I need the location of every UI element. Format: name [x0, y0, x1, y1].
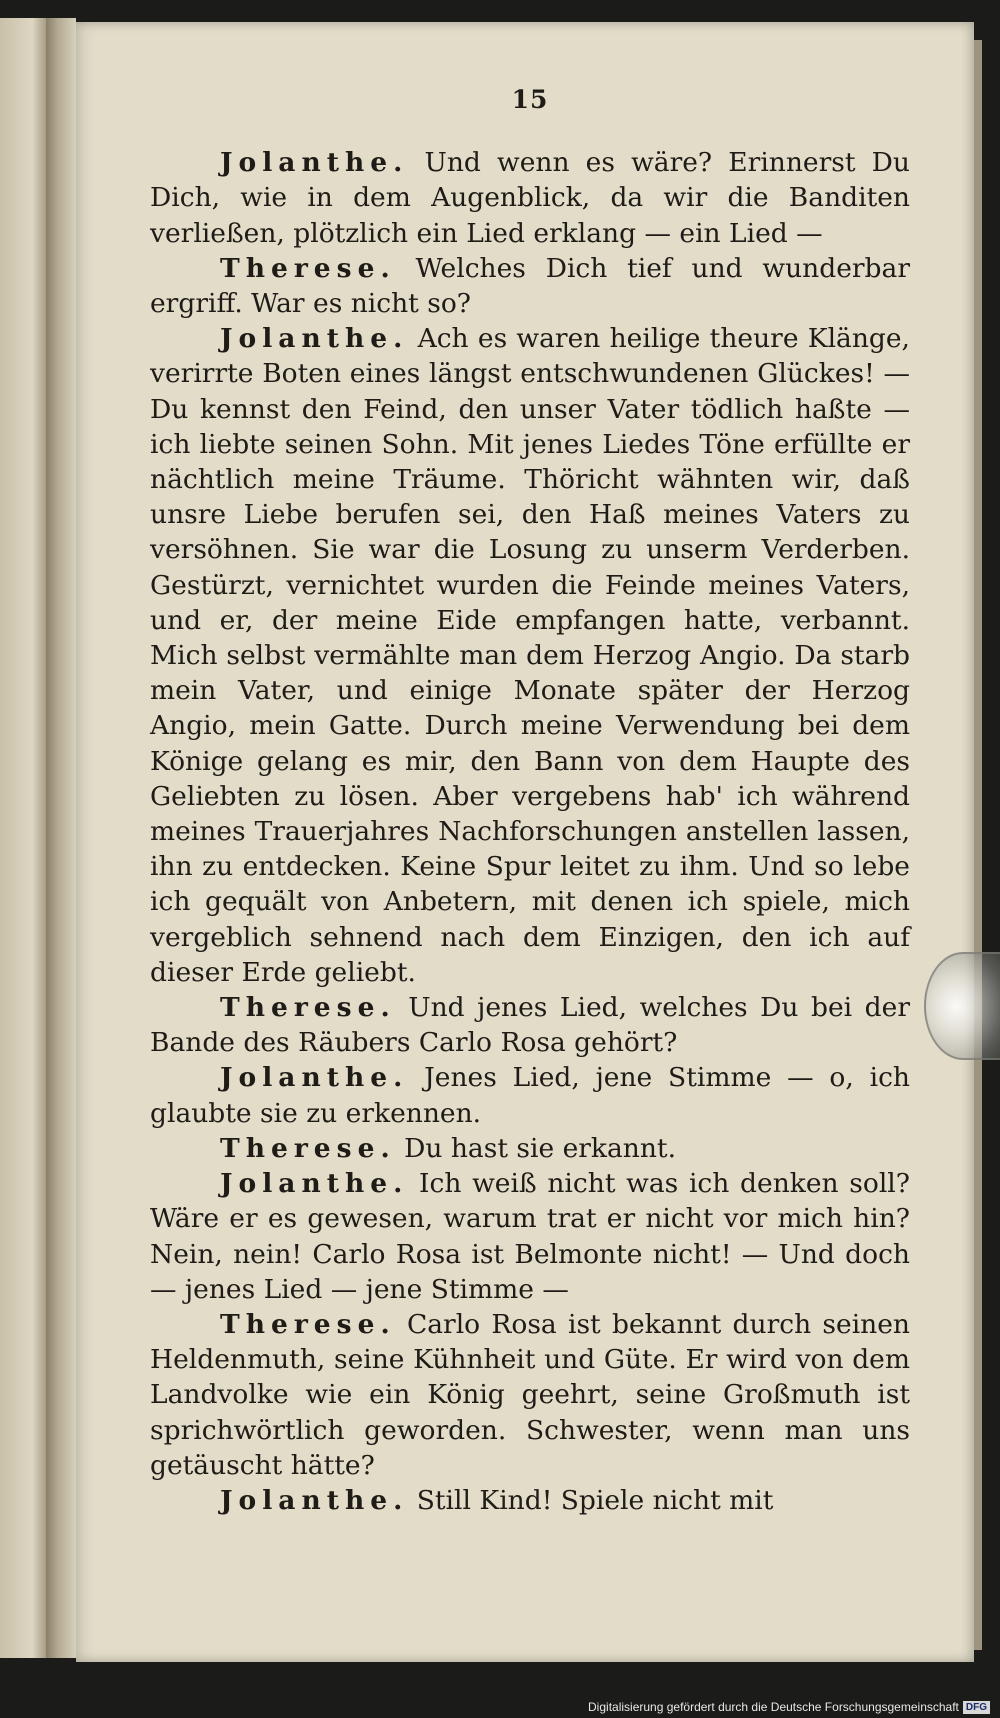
paragraph [150, 1307, 910, 1483]
paragraph [150, 1131, 910, 1166]
speaker-name: Jolanthe. [220, 147, 409, 179]
digitization-credit [588, 1700, 990, 1714]
speaker-name: Jolanthe. [220, 1168, 409, 1200]
speaker-name: Jolanthe. [220, 1062, 409, 1094]
paragraph [150, 321, 910, 990]
book-spine [46, 18, 76, 1658]
paragraph [150, 990, 910, 1060]
speaker-name: Therese. [220, 1132, 396, 1164]
right-page-edge [974, 40, 982, 1650]
speaker-name: Jolanthe. [220, 323, 409, 355]
speaker-name: Therese. [220, 252, 396, 284]
paragraph [150, 145, 910, 251]
left-page-edge [0, 18, 46, 1658]
paragraph-text: Jenes Lied, jene Stimme — o, ich glaubte sie zu erkennen. [150, 1062, 910, 1129]
dfg-logo-icon: DFG [963, 1701, 990, 1714]
paragraph-text: Du hast sie erkannt. [404, 1132, 676, 1164]
paragraph-text: Still Kind! Spiele nicht mit [416, 1484, 774, 1516]
speaker-name: Therese. [220, 992, 396, 1024]
page-number: 15 [511, 85, 549, 114]
text-block [150, 82, 910, 1518]
paragraph-text: Ach es waren heilige theure Klänge, verirrte Boten eines längst entschwundenen Glückes! — Du kennst den Feind, den unser Vater tödlich haßte — ich liebte seinen Sohn. Mit jenes Liedes Töne erfüllte er nächtlich meine Träume. Thöricht wähnten wir, daß unsre Liebe berufen sei, den Haß meines Vaters zu versöhnen. Sie war die Losung zu unserm Verderben. Gestürzt, vernichtet wurden die Feinde meines Vaters, und er, der meine Eide empfangen hatte, verbannt. Mich selbst vermählte man dem Herzog Angio. Da starb mein Vater, und einige Monate später der Herzog Angio, mein Gatte. Durch meine Verwendung bei dem Könige gelang es mir, den Bann von dem Haupte des Geliebten zu lösen. Aber vergebens hab' ich während meines Trauerjahres Nachforschungen anstellen lassen, ihn zu entdecken. Keine Spur leitet zu ihm. Und so lebe ich gequält von Anbetern, mit denen ich spiele, mich vergeblich sehnend nach dem Einzigen, den ich auf dieser Erde geliebt. [150, 323, 910, 988]
page-clip [924, 952, 1000, 1060]
book-page [76, 22, 974, 1662]
paragraph [150, 1060, 910, 1130]
footer-text: Digitalisierung gefördert durch die Deutsche Forschungsgemeinschaft [588, 1700, 959, 1714]
paragraph [150, 1166, 910, 1307]
speaker-name: Jolanthe. [220, 1484, 409, 1516]
paragraph-text: Und jenes Lied, welches Du bei der Bande des Räubers Carlo Rosa gehört? [150, 992, 910, 1059]
speaker-name: Therese. [220, 1308, 396, 1340]
paragraph-text: Und wenn es wäre? Erinnerst Du Dich, wie in dem Augenblick, da wir die Banditen verließen, plötzlich ein Lied erklang — ein Lied — [150, 147, 910, 249]
paragraph [150, 1483, 910, 1518]
paragraph-text: Carlo Rosa ist bekannt durch seinen Heldenmuth, seine Kühnheit und Güte. Er wird von dem Landvolke wie ein König geehrt, seine Großmuth ist sprichwörtlich geworden. Schwester, wenn man uns getäuscht hätte? [150, 1308, 910, 1481]
paragraph [150, 251, 910, 321]
paragraph-text: Ich weiß nicht was ich denken soll? Wäre er es gewesen, warum trat er nicht vor mich hin? Nein, nein! Carlo Rosa ist Belmonte nicht! — Und doch — jenes Lied — jene Stimme — [150, 1168, 910, 1305]
paragraph-text: Welches Dich tief und wunderbar ergriff. War es nicht so? [150, 252, 910, 320]
dialogue [150, 145, 910, 1518]
